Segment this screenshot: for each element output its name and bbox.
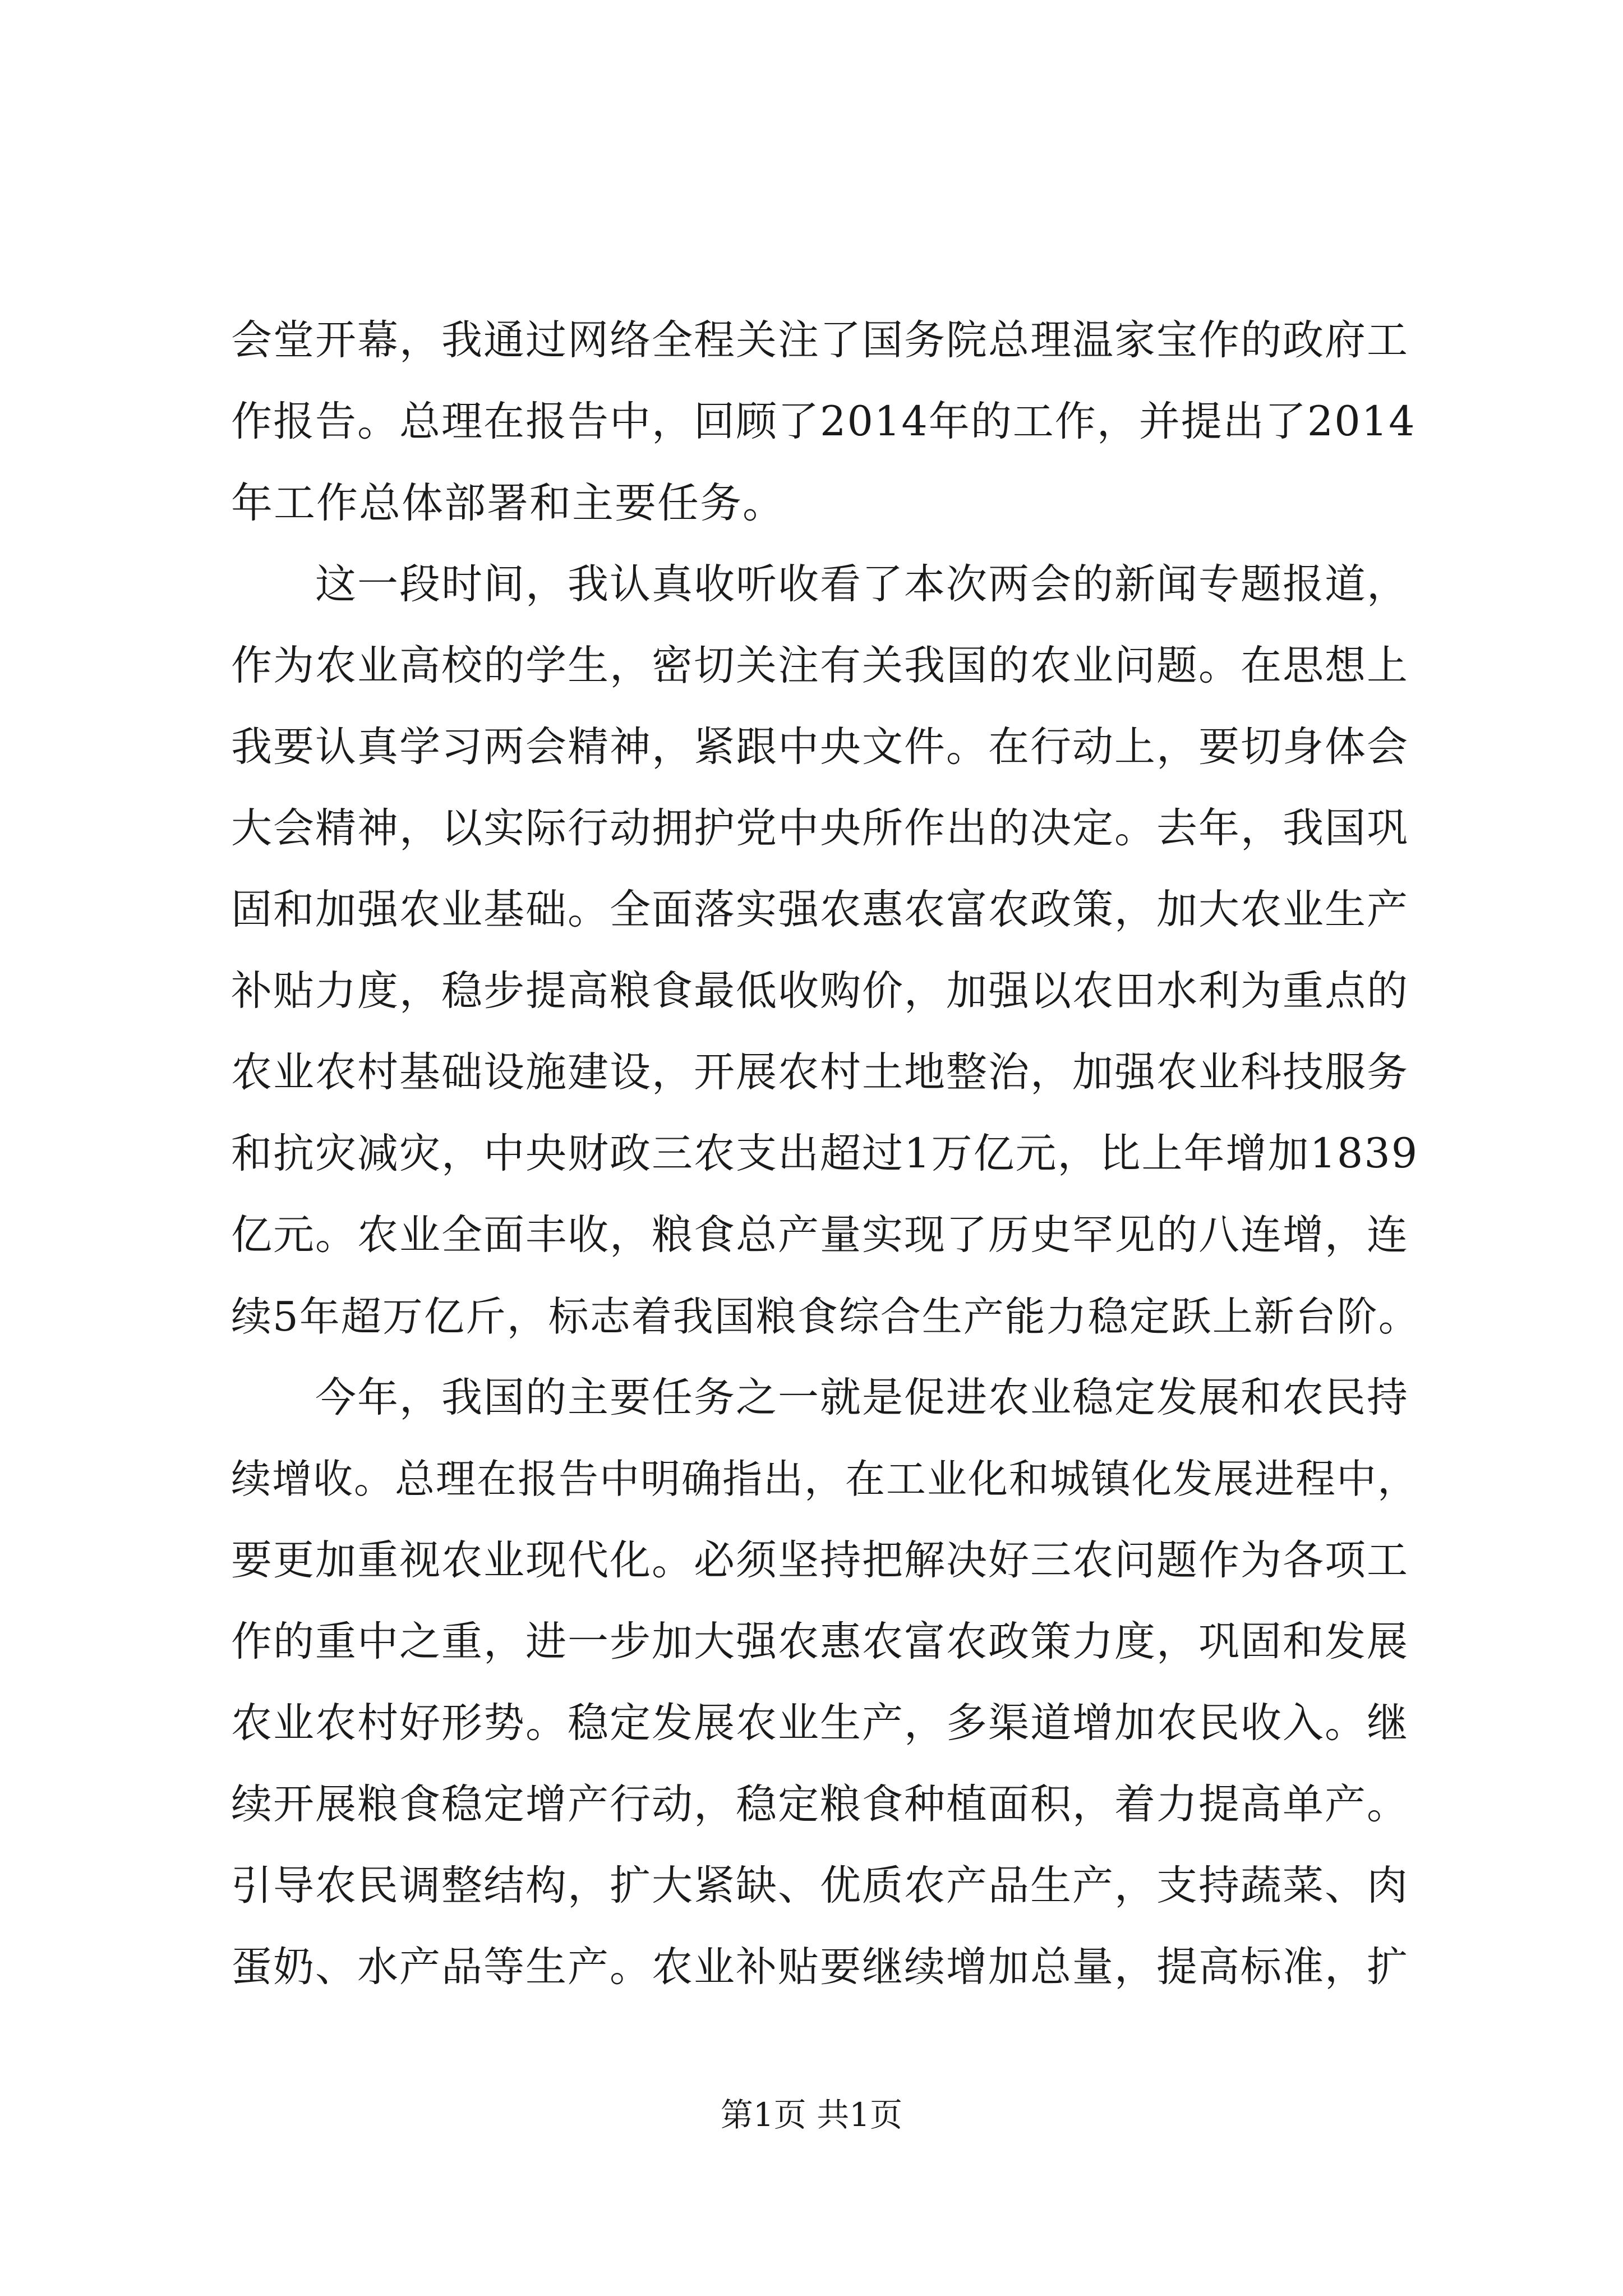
- text-line: 和抗灾减灾，中央财政三农支出超过1万亿元，比上年增加1839: [231, 1130, 1419, 1177]
- text-line: 续开展粮食稳定增产行动，稳定粮食种植面积，着力提高单产。: [231, 1780, 1409, 1828]
- text-line: 作为农业高校的学生，密切关注有关我国的农业问题。在思想上: [231, 642, 1409, 689]
- text-line: 续5年超万亿斤，标志着我国粮食综合生产能力稳定跃上新台阶。: [231, 1293, 1420, 1340]
- text-line: 要更加重视农业现代化。必须坚持把解决好三农问题作为各项工: [231, 1536, 1409, 1584]
- text-line: 引导农民调整结构，扩大紧缺、优质农产品生产，支持蔬菜、肉: [231, 1862, 1409, 1910]
- text-line: 年工作总体部署和主要任务。: [231, 479, 785, 527]
- text-line: 农业农村基础设施建设，开展农村土地整治，加强农业科技服务: [231, 1048, 1409, 1096]
- text-line: 作报告。总理在报告中，回顾了2014年的工作，并提出了2014: [231, 398, 1416, 445]
- text-line: 蛋奶、水产品等生产。农业补贴要继续增加总量，提高标准，扩: [231, 1943, 1409, 1991]
- text-line: 续增收。总理在报告中明确指出，在工业化和城镇化发展进程中，: [231, 1456, 1419, 1502]
- text-line: 农业农村好形势。稳定发展农业生产，多渠道增加农民收入。继: [231, 1699, 1409, 1747]
- text-line: 会堂开幕，我通过网络全程关注了国务院总理温家宝作的政府工: [231, 316, 1409, 364]
- text-line: 作的重中之重，进一步加大强农惠农富农政策力度，巩固和发展: [231, 1618, 1409, 1665]
- paragraph-first-line: 今年，我国的主要任务之一就是促进农业稳定发展和农民持: [315, 1374, 1409, 1421]
- paragraph-first-line: 这一段时间，我认真收听收看了本次两会的新闻专题报道，: [315, 560, 1409, 608]
- text-line: 我要认真学习两会精神，紧跟中央文件。在行动上，要切身体会: [231, 723, 1409, 771]
- text-line: 亿元。农业全面丰收，粮食总产量实现了历史罕见的八连增，连: [231, 1211, 1409, 1259]
- text-line: 固和加强农业基础。全面落实强农惠农富农政策，加大农业生产: [231, 886, 1409, 933]
- text-line: 补贴力度，稳步提高粮食最低收购价，加强以农田水利为重点的: [231, 967, 1409, 1015]
- text-line: 大会精神，以实际行动拥护党中央所作出的决定。去年，我国巩: [231, 804, 1409, 852]
- page-footer: 第1页 共1页: [720, 2096, 903, 2134]
